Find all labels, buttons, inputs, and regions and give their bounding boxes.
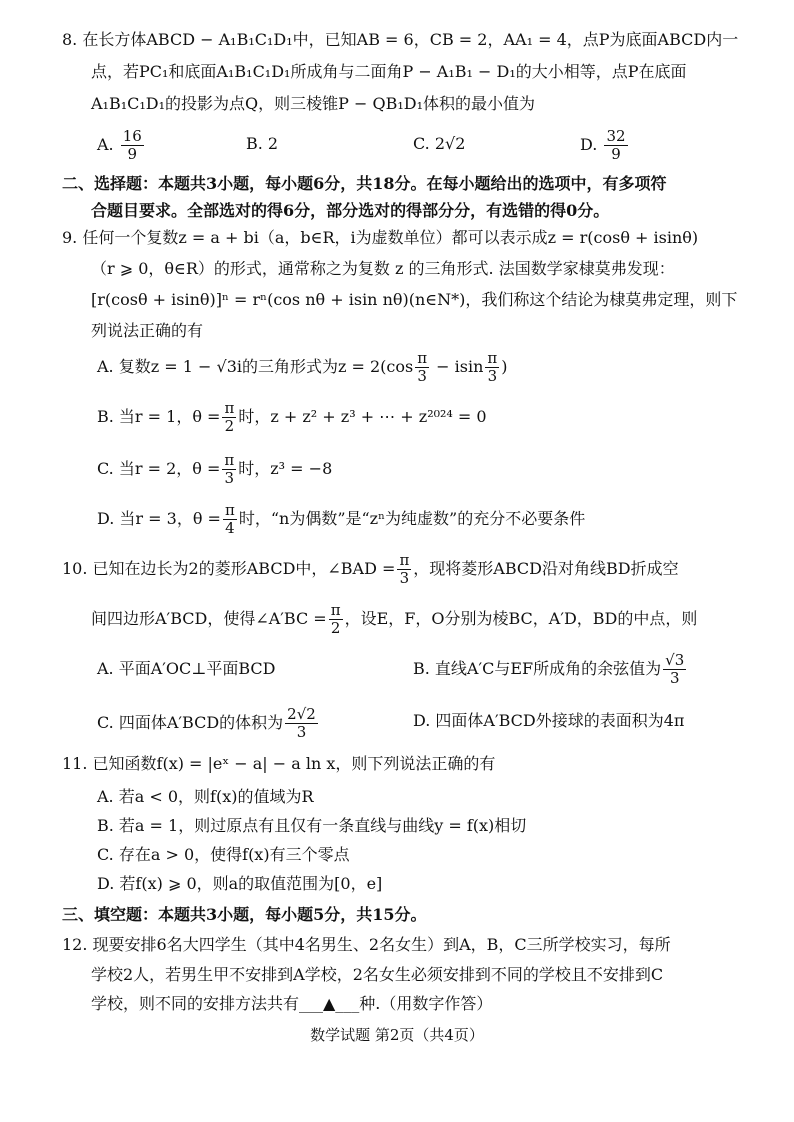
fraction: [121, 128, 144, 163]
q9-option-c: [97, 452, 332, 487]
denominator: 4: [225, 519, 235, 537]
option-text: B. 直线A′C与EF所成角的余弦值为: [413, 659, 662, 678]
fraction: [222, 452, 236, 487]
denominator: 9: [127, 145, 138, 163]
option-text: 时，z³ = −8: [238, 459, 333, 478]
section-2-heading-line1: 二、选择题：本题共3小题，每小题6分，共18分。在每小题给出的选项中，有多项符: [62, 174, 667, 193]
q12-line1: 12. 现要安排6名大四学生（其中4名男生、2名女生）到A，B，C三所学校实习，每所: [62, 935, 671, 954]
q10-option-b: [413, 652, 688, 687]
q10-option-a: A. 平面A′OC⊥平面BCD: [97, 659, 276, 678]
q10-option-d: D. 四面体A′BCD外接球的表面积为4π: [413, 711, 685, 730]
fraction: [285, 706, 318, 741]
fraction: [329, 602, 343, 637]
denominator: 3: [669, 669, 680, 687]
option-text: C. 四面体A′BCD的体积为: [97, 713, 284, 732]
q11-line1: 11. 已知函数f(x) = |eˣ − a| − a ln x，则下列说法正确的有: [62, 754, 496, 773]
q12-line2: 学校2人，若男生甲不安排到A学校，2名女生必须安排到不同的学校且不安排到C: [91, 965, 664, 984]
fraction: [415, 350, 429, 385]
denominator: 3: [224, 469, 235, 487]
q8-line3: A₁B₁C₁D₁的投影为点Q，则三棱锥P − QB₁D₁体积的最小值为: [91, 94, 536, 113]
q9-line2: （r ⩾ 0，θ∈R）的形式，通常称之为复数 z 的三角形式. 法国数学家棣莫弗发现：: [91, 259, 675, 278]
fraction: [397, 552, 411, 587]
numerator: 2√2: [287, 705, 316, 723]
numerator: √3: [665, 651, 685, 669]
q11-option-a: A. 若a < 0，则f(x)的值域为R: [97, 787, 314, 806]
option-text: B. 当r = 1，θ =: [97, 407, 221, 426]
q9-option-a: [97, 350, 508, 385]
q10-line1: [62, 552, 679, 587]
fraction: [485, 350, 499, 385]
q8-option-b: B. 2: [246, 134, 279, 153]
numerator: π: [399, 551, 410, 569]
numerator: 32: [606, 127, 626, 145]
q9-option-d: [97, 502, 585, 537]
question-text: 间四边形A′BCD，使得∠A′BC =: [91, 609, 327, 628]
question-text: 10. 已知在边长为2的菱形ABCD中，∠BAD =: [62, 559, 396, 578]
fraction: [222, 400, 236, 435]
option-text: ): [501, 357, 508, 376]
question-text: ，现将菱形ABCD沿对角线BD折成空: [413, 559, 679, 578]
option-text: A. 复数z = 1 − √3i的三角形式为z = 2(cos: [97, 357, 414, 376]
q8-option-d: [580, 128, 630, 163]
denominator: 3: [296, 723, 307, 741]
denominator: 3: [417, 367, 427, 385]
question-text: ，设E，F，O分别为棱BC，A′D，BD的中点，则: [344, 609, 698, 628]
q9-line1: 9. 任何一个复数z = a + bi（a，b∈R，i为虚数单位）都可以表示成z = r(cosθ + isinθ): [62, 228, 699, 247]
denominator: 3: [399, 569, 410, 587]
fraction: [604, 128, 627, 163]
option-label: D.: [580, 135, 598, 154]
denominator: 2: [224, 417, 235, 435]
q11-option-b: B. 若a = 1，则过原点有且仅有一条直线与曲线y = f(x)相切: [97, 816, 527, 835]
q8-line2: 点，若PC₁和底面A₁B₁C₁D₁所成角与二面角P − A₁B₁ − D₁的大小相等，点P在底面: [91, 62, 687, 81]
q9-line4: 列说法正确的有: [91, 321, 204, 340]
numerator: π: [224, 451, 235, 469]
q8-line1: 8. 在长方体ABCD − A₁B₁C₁D₁中，已知AB = 6，CB = 2，AA₁ = 4，点P为底面ABCD内一: [62, 30, 739, 49]
section-3-heading: 三、填空题：本题共3小题，每小题5分，共15分。: [62, 905, 427, 924]
q10-option-c: [97, 706, 320, 741]
fraction: [663, 652, 686, 687]
option-text: 时，“n为偶数”是“zⁿ为纯虚数”的充分不必要条件: [238, 509, 586, 528]
denominator: 2: [330, 619, 341, 637]
q8-option-a: [97, 128, 146, 163]
numerator: π: [224, 399, 235, 417]
option-text: − isin: [431, 357, 484, 376]
q10-line2: [91, 602, 697, 637]
q8-option-c: C. 2√2: [413, 134, 466, 153]
page-footer: 数学试题 第2页（共4页）: [310, 1026, 484, 1044]
section-2-heading-line2: 合题目要求。全部选对的得6分，部分选对的得部分分，有选错的得0分。: [91, 201, 610, 220]
numerator: π: [330, 601, 341, 619]
q11-option-d: D. 若f(x) ⩾ 0，则a的取值范围为[0，e]: [97, 874, 383, 893]
q9-line3: [r(cosθ + isinθ)]ⁿ = rⁿ(cos nθ + isin nθ)(n∈N*)，我们称这个结论为棣莫弗定理，则下: [91, 290, 738, 309]
option-text: C. 当r = 2，θ =: [97, 459, 221, 478]
option-label: A.: [97, 135, 114, 154]
numerator: π: [224, 501, 235, 519]
denominator: 3: [487, 367, 498, 385]
denominator: 9: [611, 145, 621, 163]
fraction: [223, 502, 237, 537]
numerator: π: [487, 349, 498, 367]
numerator: 16: [122, 127, 142, 145]
q9-option-b: [97, 400, 487, 435]
q11-option-c: C. 存在a > 0，使得f(x)有三个零点: [97, 845, 350, 864]
option-text: D. 当r = 3，θ =: [97, 509, 221, 528]
q12-line3: 学校，则不同的安排方法共有___▲___种.（用数字作答）: [91, 994, 493, 1013]
numerator: π: [417, 349, 428, 367]
option-text: 时，z + z² + z³ + ⋯ + z²⁰²⁴ = 0: [238, 407, 487, 426]
